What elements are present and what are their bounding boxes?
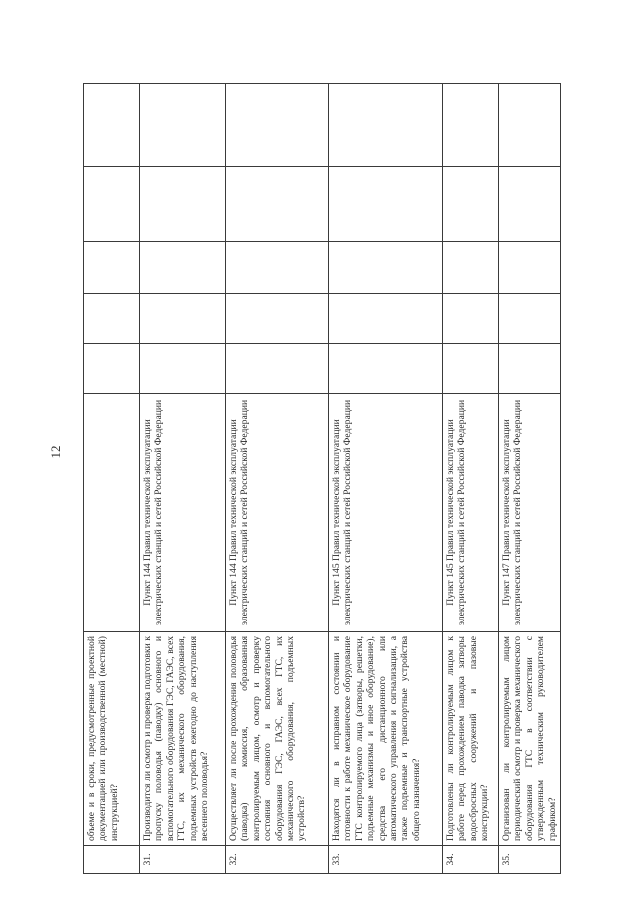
answer-cell	[140, 294, 226, 344]
row-number: 33.	[329, 846, 443, 874]
note-cell	[84, 84, 140, 167]
row-number	[84, 846, 140, 874]
answer-cell	[499, 294, 561, 344]
answer-cell	[329, 242, 443, 294]
answer-cell	[226, 242, 329, 294]
answer-cell	[499, 344, 561, 394]
requirement-text: Организован ли контролируемым лицом периодический осмотр и проверка механического оборудования ГТС в соответствии с утвержденным техническим руководителем графиком?	[499, 632, 561, 846]
answer-cell	[443, 242, 499, 294]
table-row	[140, 84, 226, 874]
checklist-table	[83, 83, 561, 874]
table-row	[499, 84, 561, 874]
table-row	[226, 84, 329, 874]
legal-reference: Пункт 145 Правил технической эксплуатации электрических станций и сетей Российской Федерации	[329, 394, 443, 632]
answer-cell	[84, 242, 140, 294]
answer-cell	[226, 294, 329, 344]
answer-cell	[329, 294, 443, 344]
requirement-text: Осуществляет ли после прохождения половодья (паводка) комиссия, образованная контролируемым лицом, осмотр и проверку состояния основного и вспомогательного оборудования ГЭС, ГАЭС, всех ГТС, их механического оборудования, подъемных устройств?	[226, 632, 329, 846]
answer-cell	[443, 294, 499, 344]
answer-cell	[140, 344, 226, 394]
legal-reference: Пункт 147 Правил технической эксплуатации электрических станций и сетей Российской Федерации	[499, 394, 561, 632]
note-cell	[329, 167, 443, 242]
requirement-text: Находятся ли в исправном состоянии и готовности к работе механическое оборудование ГТС контролируемого лица (затворы, решетки, подъемные механизмы и иное оборудование), средства его дистанционного или автоматического управления и сигнализации, а также подъемные и транспортные устройства общего назначения?	[329, 632, 443, 846]
note-cell	[499, 167, 561, 242]
answer-cell	[499, 242, 561, 294]
note-cell	[499, 84, 561, 167]
note-cell	[140, 84, 226, 167]
requirement-text: Подготовлены ли контролируемым лицом к работе перед прохождением паводка затворы водосбросных сооружений и пазовые конструкции?	[443, 632, 499, 846]
note-cell	[226, 84, 329, 167]
table-row	[443, 84, 499, 874]
table-row	[329, 84, 443, 874]
rotated-table-frame	[83, 84, 558, 874]
checklist-table-area	[83, 84, 558, 874]
note-cell	[443, 167, 499, 242]
note-cell	[443, 84, 499, 167]
row-number: 31.	[140, 846, 226, 874]
note-cell	[329, 84, 443, 167]
legal-reference: Пункт 144 Правил технической эксплуатации электрических станций и сетей Российской Федерации	[140, 394, 226, 632]
answer-cell	[84, 344, 140, 394]
answer-cell	[443, 344, 499, 394]
page-number: 12	[48, 445, 63, 459]
legal-reference: Пункт 145 Правил технической эксплуатации электрических станций и сетей Российской Федерации	[443, 394, 499, 632]
requirement-text: Производится ли осмотр и проверка подготовки к пропуску половодья (паводку) основного и вспомогательного оборудования ГЭС, ГАЭС, всех ГТС, их механического оборудования, подъемных устройств ежегодно до наступления весеннего половодья?	[140, 632, 226, 846]
requirement-text: объеме и в сроки, предусмотренные проектной документацией или производственной (местной) инструкцией?	[84, 632, 140, 846]
note-cell	[140, 167, 226, 242]
note-cell	[84, 167, 140, 242]
answer-cell	[140, 242, 226, 294]
answer-cell	[226, 344, 329, 394]
row-number: 34.	[443, 846, 499, 874]
answer-cell	[329, 344, 443, 394]
row-number: 35.	[499, 846, 561, 874]
table-row	[84, 84, 140, 874]
legal-reference: Пункт 144 Правил технической эксплуатации электрических станций и сетей Российской Федерации	[226, 394, 329, 632]
legal-reference	[84, 394, 140, 632]
row-number: 32.	[226, 846, 329, 874]
note-cell	[226, 167, 329, 242]
answer-cell	[84, 294, 140, 344]
